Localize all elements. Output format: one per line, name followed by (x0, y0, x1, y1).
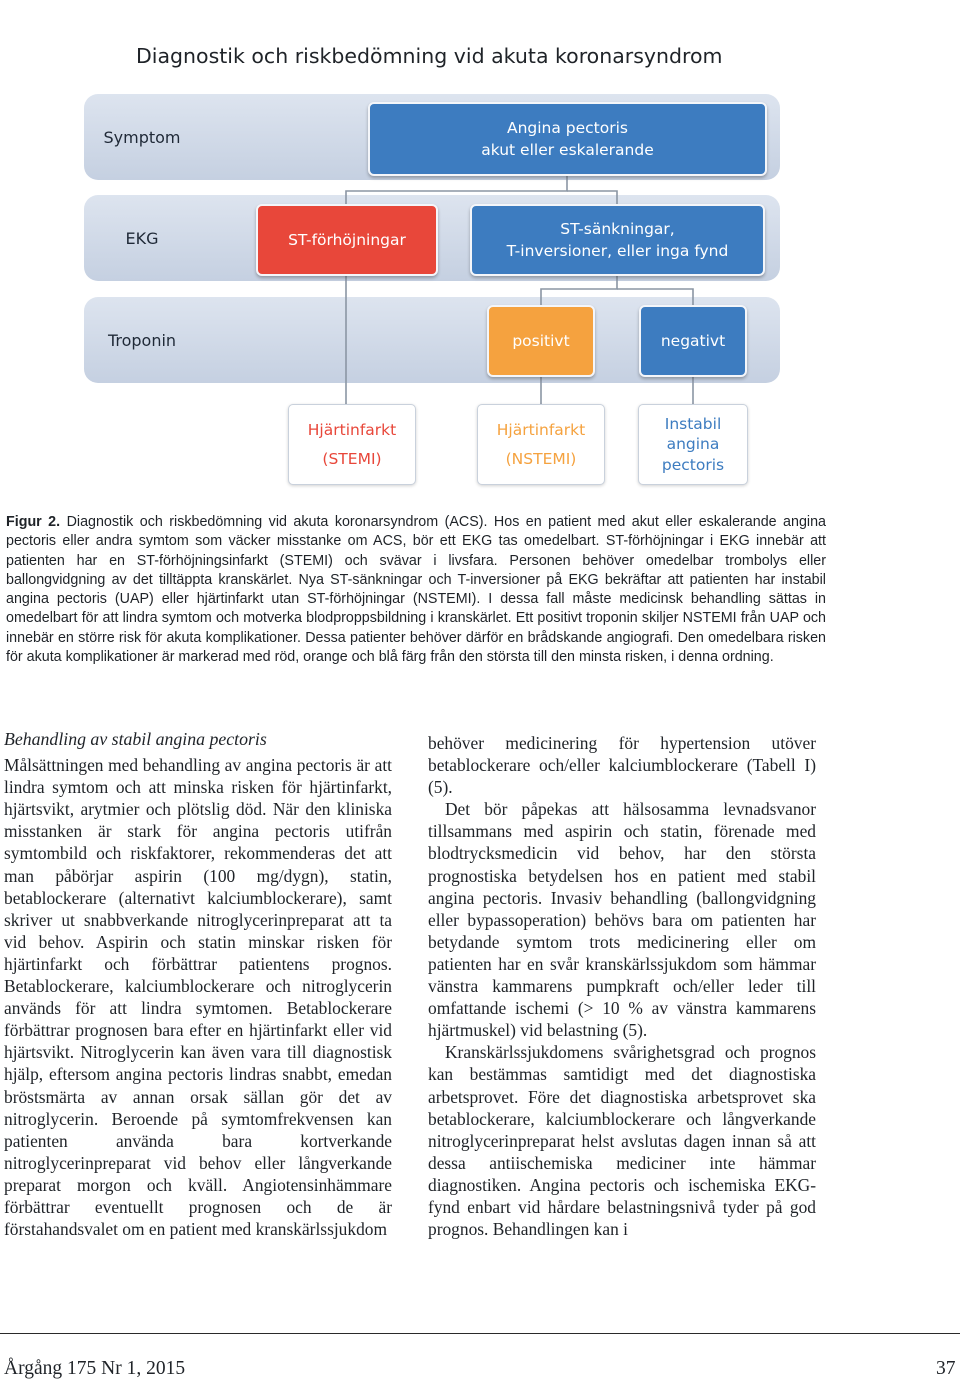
box-angina-pectoris (368, 102, 767, 176)
footer-rule (0, 1333, 960, 1334)
box-st-sankningar-line1: ST-sänkningar, (560, 219, 675, 238)
row-label-ekg: EKG (125, 229, 159, 248)
section-heading: Behandling av stabil angina pectoris (4, 729, 267, 749)
row-label-symptom: Symptom (103, 128, 181, 147)
right-paragraph-1: behöver medicinering för hypertension utöver betablockerare och/eller kalciumblockerare (Tabell I) (5). (428, 733, 816, 798)
box-outcome-nstemi (477, 404, 605, 485)
box-outcome-uap-line2: angina (666, 435, 720, 454)
figure-caption-label: Figur 2. (6, 514, 61, 530)
article-column-right (428, 732, 816, 1240)
figure-caption (6, 513, 826, 667)
box-st-forhojningar-label: ST-förhöjningar (288, 230, 406, 249)
box-st-forhojningar (256, 204, 438, 276)
box-outcome-stemi-line2: (STEMI) (322, 449, 382, 468)
box-outcome-stemi-line1: Hjärtinfarkt (307, 421, 397, 440)
box-troponin-negativt-label: negativt (660, 331, 726, 350)
box-angina-pectoris-line2: akut eller eskalerande (481, 141, 654, 159)
box-outcome-nstemi-line1: Hjärtinfarkt (496, 421, 586, 440)
footer-page-number: 37 (936, 1358, 956, 1379)
box-outcome-nstemi-line2: (NSTEMI) (505, 449, 577, 468)
box-outcome-uap (638, 404, 748, 485)
footer-issue: Årgång 175 Nr 1, 2015 (4, 1358, 186, 1379)
article-column-left (4, 728, 392, 1240)
connector-symptom-to-st-sank (567, 191, 617, 205)
box-outcome-uap-line1: Instabil (664, 415, 722, 434)
right-paragraph-2: Det bör påpekas att hälsosamma levnadsvanor tillsammans med aspirin och statin, förenade med blodtrycksmedicin vid behov, har den största prognostiska betydelsen hos en patient med stabil angina pectoris. Invasiv behandling (ballongvidgning eller bypassoperation) behövs bara om patienten har betydande symtom trots medicinering eller om patienten har en svår kranskärlssjukdom som hämmar vänstra kammarens pumpkraft och/eller leder till omfattande ischemi (> 10 % av vänstra kammarens hjärtmuskel) vid belastning (5). (428, 799, 816, 1041)
box-outcome-stemi (288, 404, 416, 485)
box-angina-pectoris-line1: Angina pectoris (506, 118, 629, 137)
figure-title: Diagnostik och riskbedömning vid akuta koronarsyndrom (136, 44, 723, 68)
connector-symptom-to-st-hojning (346, 176, 567, 205)
box-outcome-uap-line3: pectoris (661, 455, 725, 474)
left-paragraph-1: Målsättningen med behandling av angina pectoris är att lindra symtom och att minska risken för hjärtinfarkt, hjärtsvikt, arytmier och plötslig död. När den kliniska misstanken är stark för angina pectoris utifrån symtombild och riskfaktorer, rekommenderas det att man påbörjar aspirin (100 mg/dygn), statin, betablockerare (alternativt kalciumblockerare), samt skriver ut snabbverkande nitroglycerinpreparat att ta vid behov. Aspirin och statin minskar risken för hjärtinfarkt och förbättrar patientens prognos. Betablockerare, kalciumblockerare och nitroglycerin används för att lindra symtomen. Betablockerare förbättrar prognosen bara efter en hjärtinfarkt eller vid hjärtsvikt. Nitroglycerin kan även vara till diagnostisk hjälp, eftersom angina pectoris lindras snabbt, emedan bröstsmärta av annan orsak sällan gör det av nitroglycerin. Beroende på symtomfrekvensen kan patienten använda bara kortverkande nitroglycerinpreparat vid behov eller långverkande preparat morgon och kväll. Angiotensinhämmare förbättrar eventuellt prognosen och de är förstahandsvalet om en patient med kranskärlssjukdom (4, 755, 392, 1240)
box-st-sankningar (470, 204, 765, 276)
box-st-sankningar-line2: T-inversioner, eller inga fynd (506, 242, 729, 260)
box-troponin-positivt-label: positivt (512, 331, 570, 350)
box-troponin-negativt (639, 305, 747, 377)
connector-st-sank-to-negativt (617, 289, 693, 306)
box-troponin-positivt (487, 305, 595, 377)
figure-caption-text: Diagnostik och riskbedömning vid akuta koronarsyndrom (ACS). Hos en patient med akut eller eskalerande angina pectoris eller andra symtom som väcker misstanke om ACS, bör ett EKG tas omedelbart. ST-förhöjningar i EKG innebär att patienten har en ST-förhöjningsinfarkt (STEMI) och svävar i livsfara. Personen behöver omedelbar trombolys eller ballongvidgning av det tilltäppta kranskärlet. Nya ST-sänkningar och T-inversioner på EKG bekräftar att patienten har instabil angina pectoris (UAP) eller hjärtinfarkt utan ST-förhöjningar (NSTEMI). I dessa fall måste medicinsk behandling sättas in omedelbart för att lindra symtom och motverka blodproppsbildning i kranskärlet. Ett positivt troponin skiljer NSTEMI från UAP och innebär en större risk för akuta komplikationer. Dessa patienter behöver därför en brådskande angiografi. Den omedelbara risken för akuta komplikationer är markerad med röd, orange och blå färg från den största till den minsta risken, i denna ordning. (6, 514, 826, 666)
right-paragraph-3: Kranskärlssjukdomens svårighetsgrad och prognos kan bestämmas samtidigt med det diagnostiska arbetsprovet. Före det diagnostiska arbetsprovet ska betablockerare, kalciumblockerare och långverkande nitroglycerinpreparat helst avslutas dagen innan så att dessa antiischemiska mediciner inte hämmar diagnostiken. Angina pectoris och ischemiska EKG-fynd enbart vid hårdare belastningsnivå tyder på god prognos. Behandlingen kan i (428, 1042, 816, 1240)
connector-st-sank-to-positivt (541, 275, 617, 306)
row-label-troponin: Troponin (107, 331, 177, 350)
